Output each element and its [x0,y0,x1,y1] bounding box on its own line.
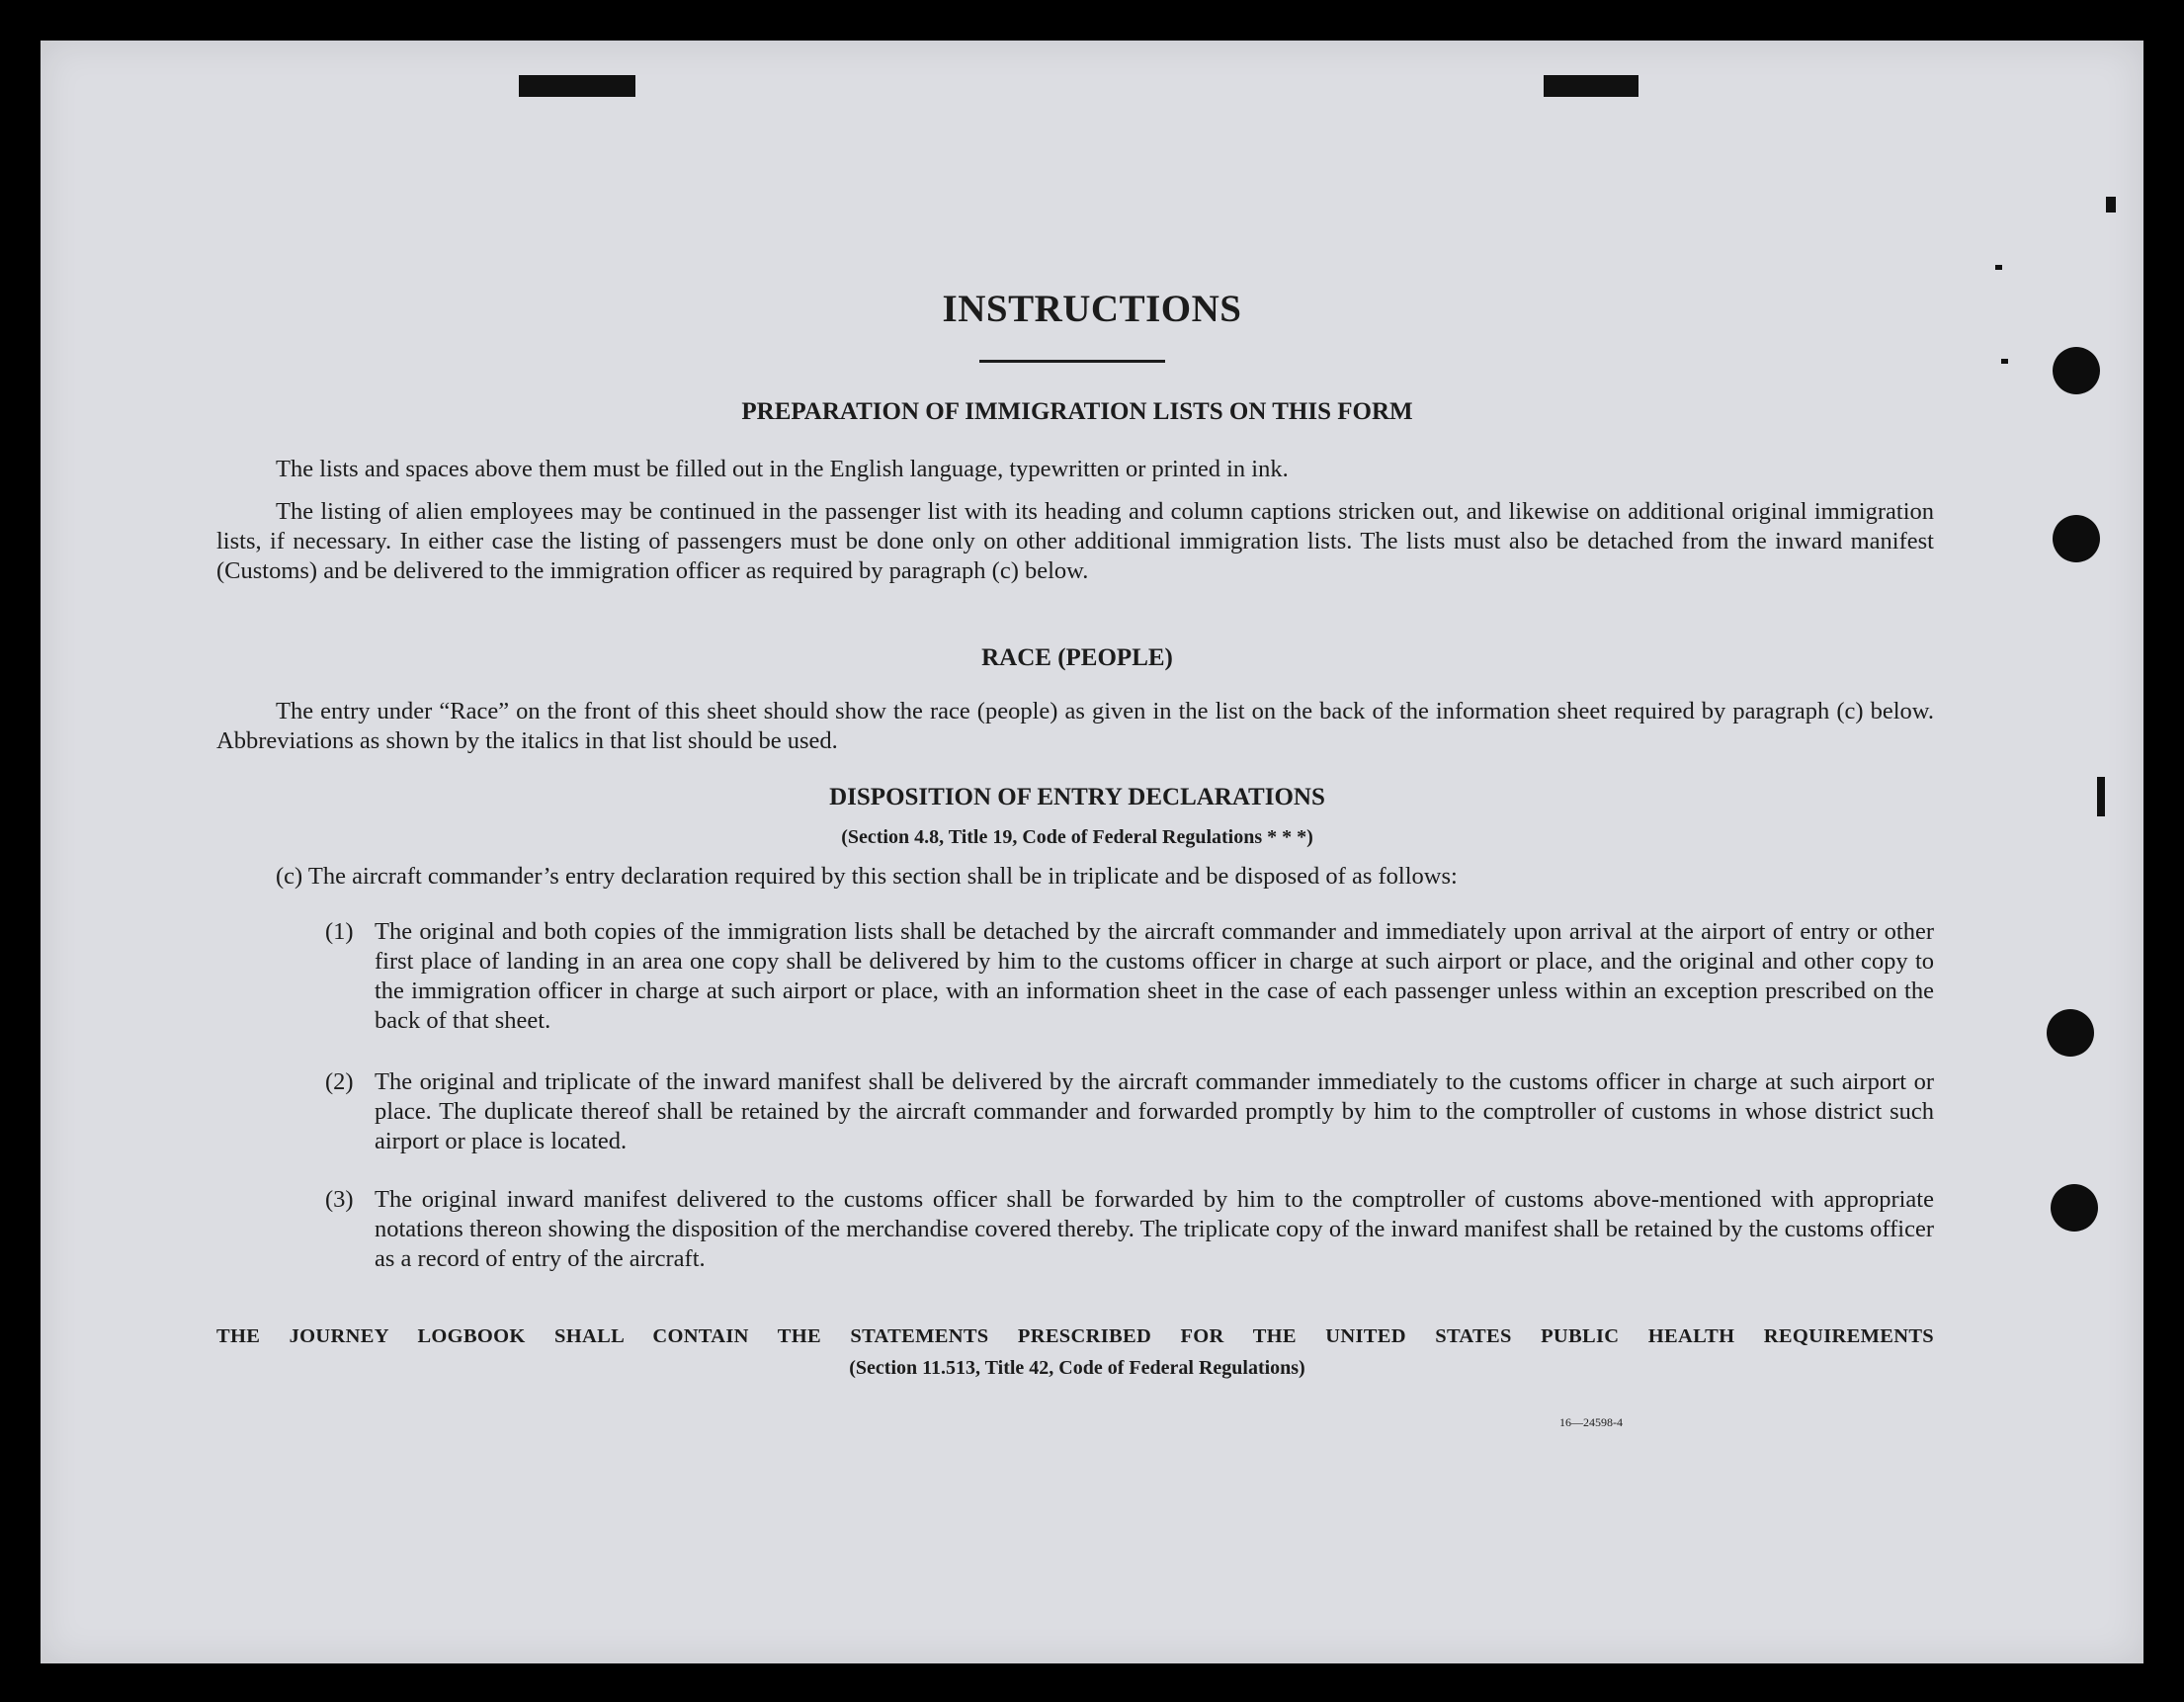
form-number: 16—24598-4 [1559,1415,1623,1429]
list-item-number: (3) [325,1186,354,1213]
title-underline [979,360,1165,363]
paragraph-preparation-2: The listing of alien employees may be continued in the passenger list with its heading and column captions stricken out, and likewise on additional original immigration lists, if necessary. In either case the listing of passengers must be done only on other additional immigration lists. The lists must also be detached from the inward manifest (Customs) and be delivered to the immigration officer as required by paragraph (c) below. [216,498,1934,584]
disposition-lead: (c) The aircraft commander’s entry declaration required by this section shall be in triplicate and be disposed of as follows: [276,863,1458,890]
list-item-text: The original and both copies of the immigration lists shall be detached by the aircraft commander and immediately upon arrival at the airport of entry or other first place of landing in an area one copy shall be delivered by him to the customs officer in charge at such airport or place, and the original and other copy to the immigration officer in charge at such airport or place, with an information sheet in the case of each passenger unless within an exception prescribed on the back of that sheet. [375,918,1934,1034]
punch-hole [2047,1009,2094,1057]
section-subheading-disposition: (Section 4.8, Title 19, Code of Federal Regulations * * *) [841,826,1313,848]
punch-hole [2051,1184,2098,1232]
list-item-number: (2) [325,1068,354,1095]
footer-section-reference: (Section 11.513, Title 42, Code of Federal Regulations) [849,1357,1305,1379]
binding-tab [519,75,635,97]
binding-tab [1544,75,1638,97]
paragraph-preparation-1: The lists and spaces above them must be filled out in the English language, typewritten or printed in ink. [276,456,1289,482]
footer-requirements: THE JOURNEY LOGBOOK SHALL CONTAIN THE STATEMENTS PRESCRIBED FOR THE UNITED STATES PUBLIC HEALTH REQUIREMENTS [216,1325,1934,1347]
section-heading-disposition: DISPOSITION OF ENTRY DECLARATIONS [829,784,1325,810]
list-item-text: The original and triplicate of the inward manifest shall be delivered by the aircraft commander immediately to the customs officer in charge at such airport or place. The duplicate thereof shall be retained by the aircraft commander and forwarded promptly by him to the comptroller of customs in whose district such airport or place is located. [375,1068,1934,1154]
section-heading-preparation: PREPARATION OF IMMIGRATION LISTS ON THIS FORM [741,398,1413,425]
punch-hole [2053,347,2100,394]
page-title: INSTRUCTIONS [942,288,1242,330]
scan-speck [2106,197,2116,213]
section-heading-race: RACE (PEOPLE) [981,644,1173,671]
scan-speck [1995,265,2002,270]
list-item-text: The original inward manifest delivered to the customs officer shall be forwarded by him to the comptroller of customs above-mentioned with appropriate notations thereon showing the disposition of the merchandise covered thereby. The triplicate copy of the inward manifest shall be retained by the customs officer as a record of entry of the aircraft. [375,1186,1934,1272]
document-sheet [41,41,2143,1663]
punch-hole [2053,515,2100,562]
scan-speck [2001,359,2008,364]
list-item-number: (1) [325,918,354,945]
paragraph-race: The entry under “Race” on the front of this sheet should show the race (people) as given in the list on the back of the information sheet required by paragraph (c) below. Abbreviations as shown by the italics in that list should be used. [216,698,1934,754]
